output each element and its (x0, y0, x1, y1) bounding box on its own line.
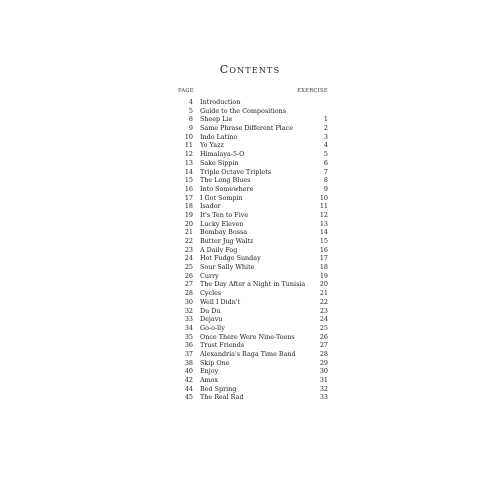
entry-title: Du Du (200, 306, 221, 315)
contents-entry (178, 194, 328, 203)
entry-page-number: 42 (184, 376, 193, 384)
entry-page-number: 10 (184, 132, 193, 141)
entry-title: The Real Rad (200, 393, 244, 402)
entry-exercise-number: 7 (323, 167, 328, 176)
entry-exercise-number: 8 (323, 176, 328, 185)
contents-entry (178, 333, 328, 342)
entry-title: Himalaya-5-O (200, 150, 245, 159)
entry-title: Bed Spring (200, 384, 237, 393)
entry-exercise-number: 27 (319, 341, 328, 350)
entry-exercise-number: 23 (319, 306, 328, 315)
contents-entry (178, 220, 328, 229)
entry-title: Guide to the Compositions (200, 106, 287, 115)
entry-exercise-number: 31 (319, 376, 328, 384)
contents-entry (178, 141, 328, 150)
entry-page-number: 5 (188, 106, 193, 115)
entry-page-number: 37 (184, 349, 193, 358)
entry-exercise-number: 12 (319, 210, 328, 219)
page-title: Contents (219, 63, 281, 76)
entry-page-number: 20 (184, 219, 193, 228)
entry-page-number: 24 (184, 254, 193, 263)
entry-page-number: 34 (184, 323, 193, 332)
contents-entry (178, 254, 328, 263)
contents-entry (178, 98, 328, 107)
entry-page-number: 28 (184, 289, 193, 298)
entry-page-number: 35 (184, 332, 193, 341)
entry-page-number: 8 (188, 115, 193, 124)
contents-entry (178, 393, 328, 402)
entry-exercise-number: 5 (323, 150, 328, 159)
entry-exercise-number: 22 (319, 297, 328, 306)
entry-page-number: 25 (184, 263, 193, 272)
contents-entry (178, 280, 328, 289)
entry-exercise-number: 3 (323, 132, 328, 141)
contents-entry (178, 159, 328, 168)
entry-title: Go-o-lly (200, 323, 225, 332)
entry-exercise-number: 26 (319, 332, 328, 341)
entry-page-number: 14 (184, 167, 193, 176)
entry-title: Amox (200, 376, 219, 384)
entry-exercise-number: 28 (319, 349, 328, 358)
contents-entry (178, 289, 328, 298)
entry-exercise-number: 29 (319, 358, 328, 367)
entry-page-number: 17 (184, 193, 193, 202)
entry-title: Lucky Eleven (200, 219, 244, 228)
entry-title: Isador (200, 202, 221, 211)
contents-entry (178, 307, 328, 316)
contents-entry (178, 324, 328, 333)
contents-entry (178, 107, 328, 116)
contents-entry (178, 211, 328, 220)
contents-entry (178, 298, 328, 307)
entry-title: Into Somewhere (200, 184, 254, 193)
entry-page-number: 4 (188, 98, 193, 106)
entry-page-number: 36 (184, 341, 193, 350)
entry-title: Sour Sally White (200, 263, 255, 272)
entry-exercise-number: 30 (319, 367, 328, 376)
entry-title: Skip One (200, 358, 230, 367)
entry-title: A Daily Fog (200, 245, 238, 254)
entry-title: Yo Yazz (200, 141, 224, 150)
entry-exercise-number: 9 (323, 184, 328, 193)
page-column-header: PAGE (178, 88, 194, 94)
contents-entry (178, 246, 328, 255)
entry-exercise-number: 21 (319, 289, 328, 298)
entry-exercise-number: 25 (319, 323, 328, 332)
entry-page-number: 15 (184, 176, 193, 185)
contents-entry (178, 202, 328, 211)
entry-exercise-number: 24 (319, 315, 328, 324)
contents-entry (178, 133, 328, 142)
contents-entry (178, 115, 328, 124)
contents-entry (178, 359, 328, 368)
entry-title: I Got Sompin (200, 193, 243, 202)
entry-exercise-number: 6 (323, 158, 328, 167)
entry-page-number: 18 (184, 202, 193, 211)
entry-exercise-number: 10 (319, 193, 328, 202)
entry-page-number: 12 (184, 150, 193, 159)
entry-page-number: 33 (184, 315, 193, 324)
contents-entry (178, 228, 328, 237)
entry-title: Butter Jug Waltz (200, 237, 254, 245)
entry-title: Sake Sippin (200, 158, 239, 167)
contents-entry (178, 315, 328, 324)
exercise-column-header: EXERCISE (297, 88, 328, 94)
contents-entry (178, 272, 328, 281)
entry-exercise-number: 32 (319, 384, 328, 393)
entry-exercise-number: 11 (319, 202, 328, 211)
entry-page-number: 13 (184, 158, 193, 167)
entry-page-number: 32 (184, 306, 193, 315)
entry-page-number: 21 (184, 228, 193, 237)
entry-page-number: 26 (184, 271, 193, 280)
contents-entry (178, 350, 328, 359)
entry-page-number: 38 (184, 358, 193, 367)
entry-title: It's Ten to Five (200, 210, 249, 219)
contents-entry (178, 385, 328, 394)
entry-exercise-number: 1 (323, 115, 328, 124)
entry-title: Cycles (200, 289, 222, 298)
contents-entry (178, 150, 328, 159)
entry-title: Bombay Bossa (200, 228, 248, 237)
entry-page-number: 45 (184, 393, 193, 402)
contents-entry (178, 176, 328, 185)
entry-page-number: 44 (184, 384, 193, 393)
contents-entry (178, 376, 328, 385)
entry-title: Once There Were Nine-Teens (200, 332, 295, 341)
entry-title: Introduction (200, 98, 241, 106)
contents-entry (178, 341, 328, 350)
entry-title: Curry (200, 271, 219, 280)
entry-page-number: 11 (184, 141, 193, 150)
entry-title: Hot Fudge Sunday (200, 254, 261, 263)
entry-exercise-number: 17 (319, 254, 328, 263)
entry-exercise-number: 2 (323, 124, 328, 133)
entry-page-number: 9 (188, 124, 193, 133)
entry-page-number: 40 (184, 367, 193, 376)
entry-exercise-number: 18 (319, 263, 328, 272)
entry-exercise-number: 16 (319, 245, 328, 254)
entry-exercise-number: 4 (323, 141, 328, 150)
entry-title: Indo Latino (200, 132, 238, 141)
entry-title: Trust Friends (200, 341, 245, 350)
entry-title: Triple Octave Triplets (200, 167, 272, 176)
entry-title: Enjoy (200, 367, 219, 376)
entry-page-number: 23 (184, 245, 193, 254)
contents-entry (178, 237, 328, 246)
contents-list (178, 98, 328, 402)
contents-entry (178, 124, 328, 133)
entry-page-number: 19 (184, 210, 193, 219)
entry-exercise-number: 15 (319, 237, 328, 245)
entry-title: Dejavu (200, 315, 223, 324)
contents-entry (178, 168, 328, 177)
entry-page-number: 27 (184, 280, 193, 289)
column-headers (178, 88, 328, 98)
entry-exercise-number: 20 (319, 280, 328, 289)
entry-title: The Long Blues (200, 176, 251, 185)
contents-entry (178, 367, 328, 376)
entry-page-number: 30 (184, 297, 193, 306)
entry-page-number: 16 (184, 184, 193, 193)
contents-entry (178, 263, 328, 272)
entry-exercise-number: 13 (319, 219, 328, 228)
entry-page-number: 22 (184, 237, 193, 245)
entry-exercise-number: 14 (319, 228, 328, 237)
contents-entry (178, 185, 328, 194)
entry-title: Alexandria's Raga Time Band (200, 349, 296, 358)
entry-exercise-number: 19 (319, 271, 328, 280)
entry-title: The Day After a Night in Tunisia (200, 280, 306, 289)
entry-title: Well I Didn't (200, 297, 241, 306)
entry-title: Sheep Lie (200, 115, 233, 124)
entry-exercise-number: 33 (319, 393, 328, 402)
entry-title: Same Phrase Different Place (200, 124, 293, 133)
